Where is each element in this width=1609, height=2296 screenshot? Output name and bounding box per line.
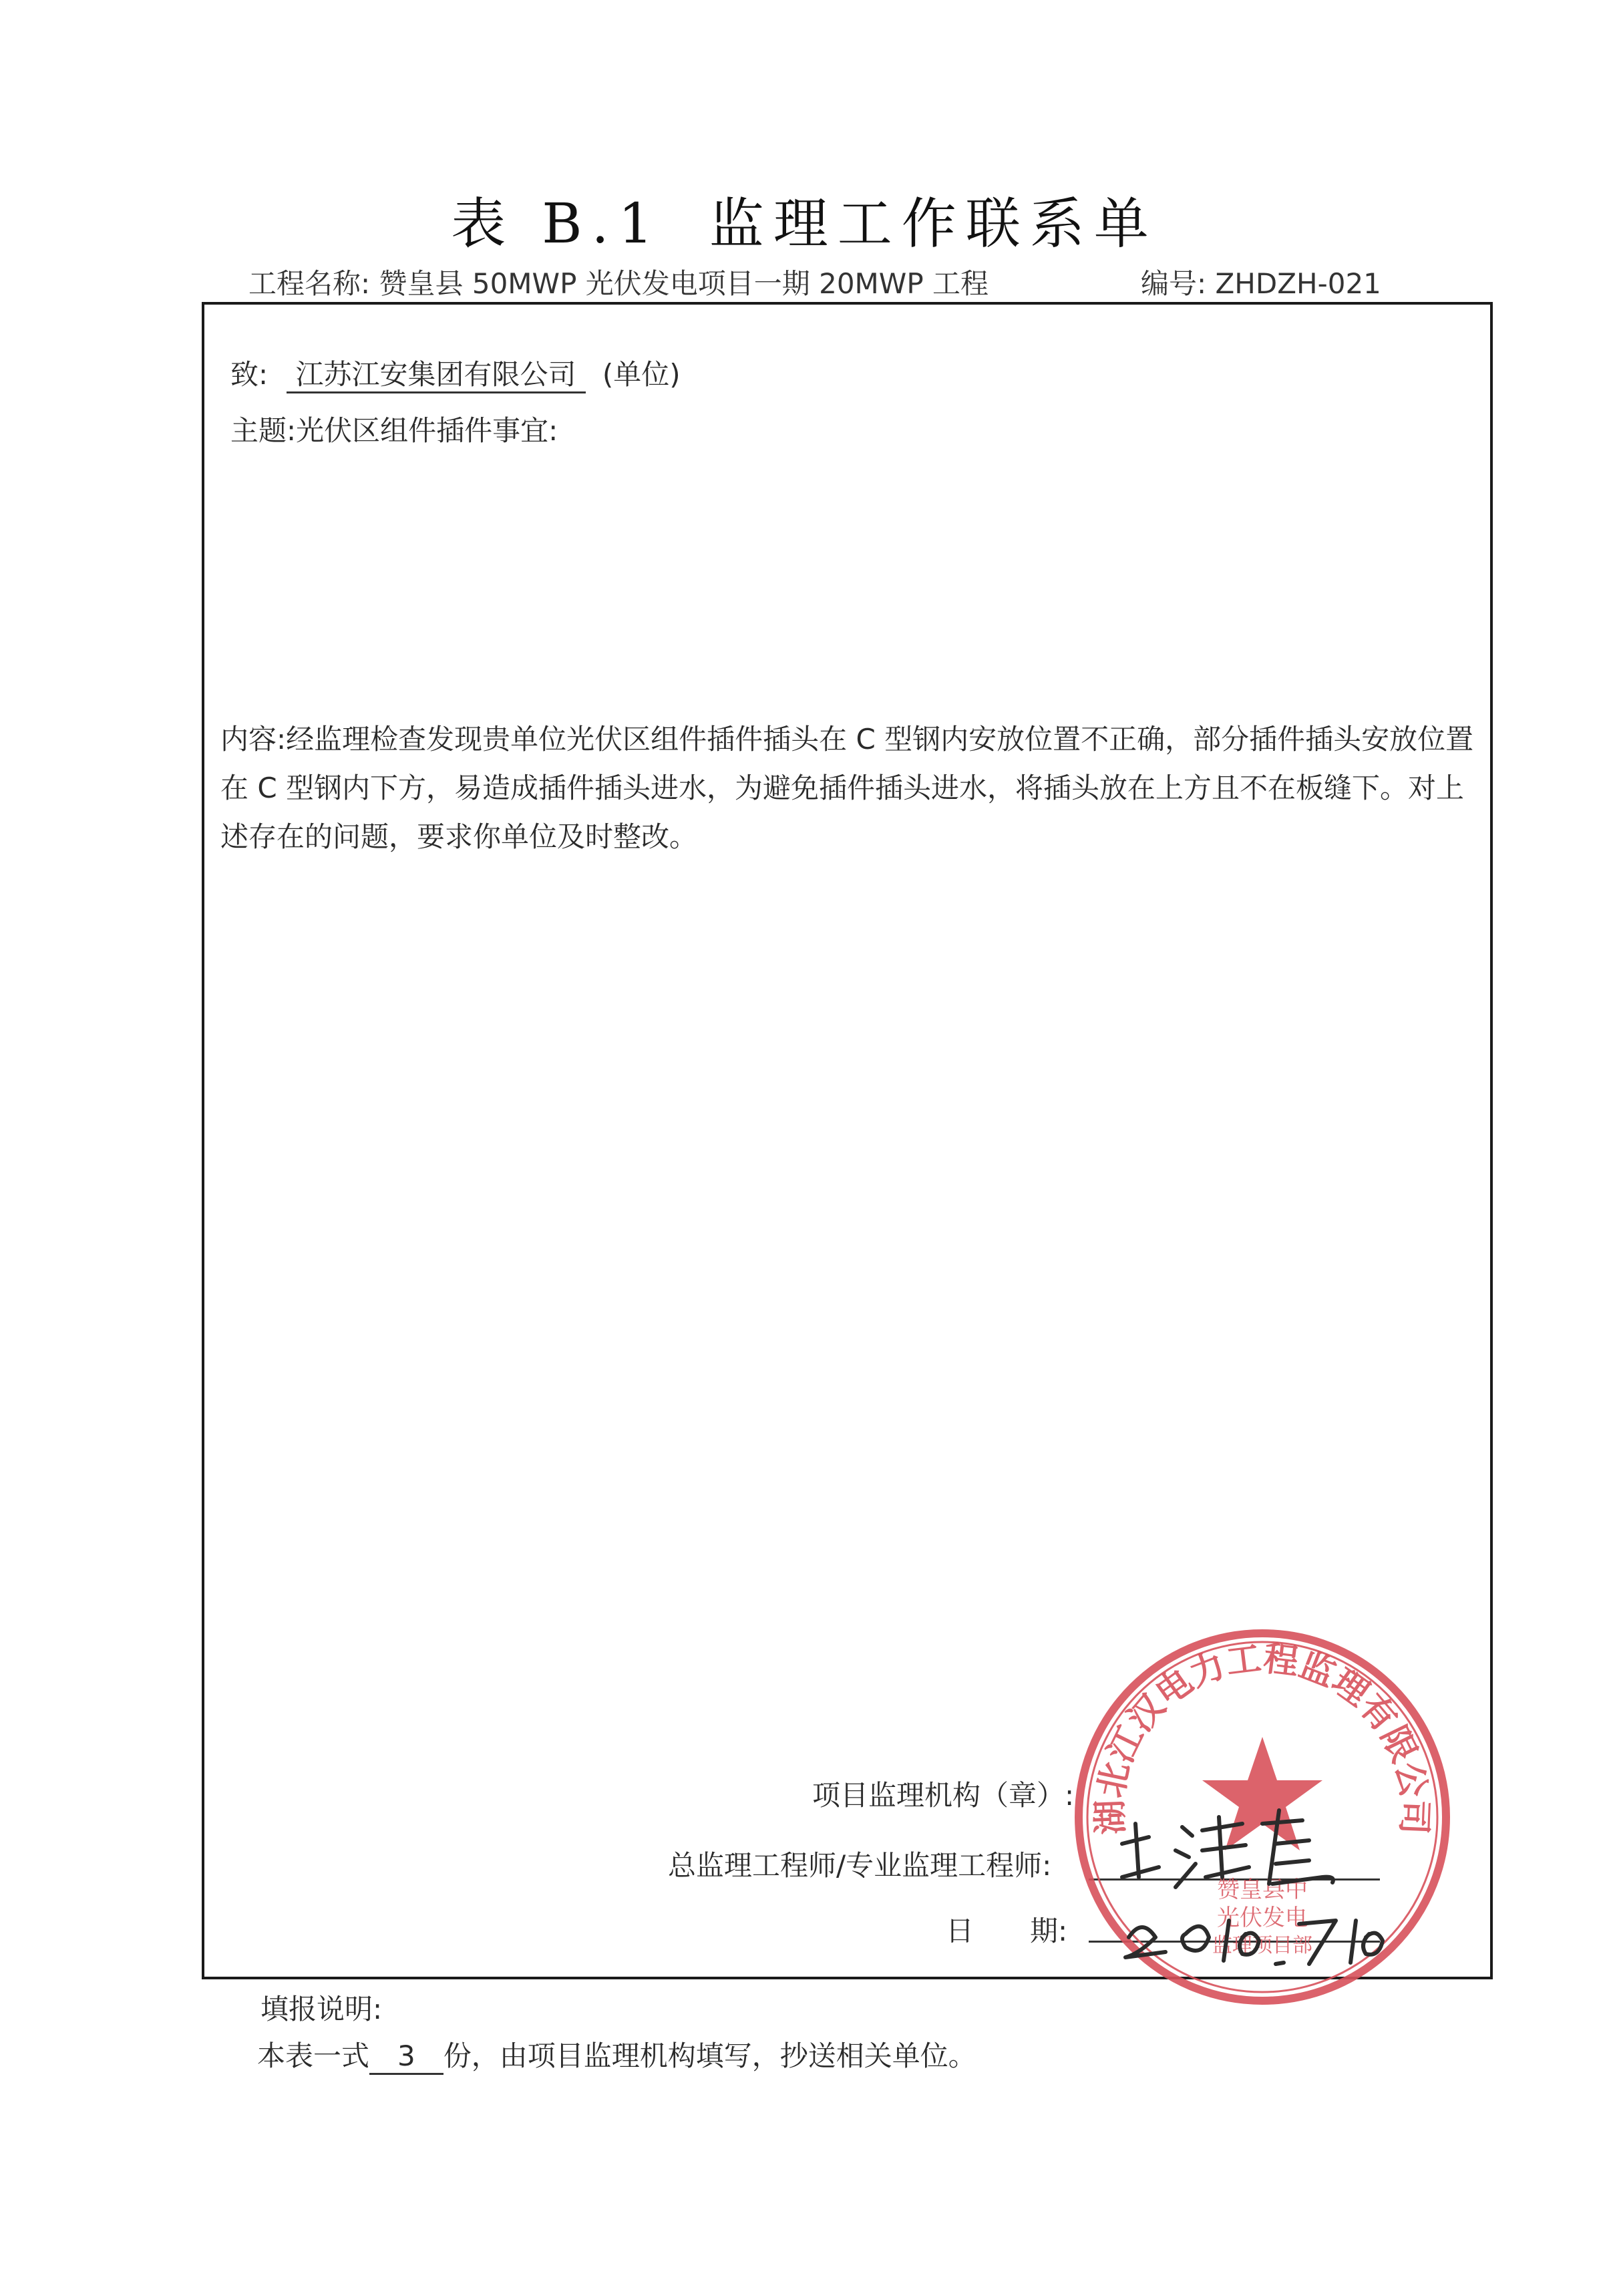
- content-label: 内容:: [220, 723, 287, 756]
- notes-prefix: 本表一式: [257, 2039, 370, 2072]
- seal-inner-text-2: 光伏发电: [1217, 1905, 1308, 1931]
- project-label: 工程名称:: [248, 267, 371, 300]
- engineer-label: 总监理工程师/专业监理工程师:: [668, 1849, 1052, 1882]
- title-main: 监理工作联系单: [709, 192, 1158, 256]
- handwritten-signature: [1109, 1804, 1389, 1977]
- date-label: 日 期:: [946, 1915, 1068, 1947]
- title-prefix: 表 B.1: [451, 192, 663, 256]
- document-title: [0, 180, 1609, 259]
- seal-ring-text: 湖北江汉电力工程监理有限公司: [1090, 1638, 1435, 1836]
- subject-value: 光伏区组件插件事宜:: [296, 414, 558, 447]
- org-seal-label: 项目监理机构（章）:: [812, 1779, 1075, 1812]
- recipient-value: 江苏江安集团有限公司: [287, 358, 586, 393]
- copies-count: 3: [369, 2039, 443, 2075]
- content-text: 经监理检查发现贵单位光伏区组件插件插头在 C 型钢内安放位置不正确，部分插件插头安放位置在 C 型钢内下方，易造成插件插头进水，为避免插件插头进水，将插头放在上方且不在板缝下。对上述存在的问题，要求你单位及时整改。: [220, 723, 1474, 853]
- recipient-label: 致:: [230, 358, 269, 391]
- project-name: [248, 262, 989, 302]
- subject-label: 主题:: [230, 414, 297, 447]
- recipient-line: [230, 353, 681, 393]
- recipient-suffix: (单位): [602, 358, 681, 391]
- notes-heading: 填报说明:: [260, 1993, 383, 2025]
- number-label: 编号:: [1141, 267, 1207, 300]
- number-value: ZHDZH-021: [1215, 267, 1381, 300]
- document-number: [1141, 262, 1381, 302]
- notes-suffix: 份，由项目监理机构填写，抄送相关单位。: [443, 2039, 976, 2072]
- content-paragraph: [220, 715, 1483, 861]
- project-value: 赞皇县 50MWP 光伏发电项目一期 20MWP 工程: [379, 267, 989, 300]
- subject-line: [230, 409, 558, 449]
- notes-text: [257, 2034, 976, 2075]
- seal-inner-text-3: 监理项目部: [1212, 1934, 1312, 1957]
- seal-inner-text-1: 赞皇县中: [1217, 1876, 1308, 1903]
